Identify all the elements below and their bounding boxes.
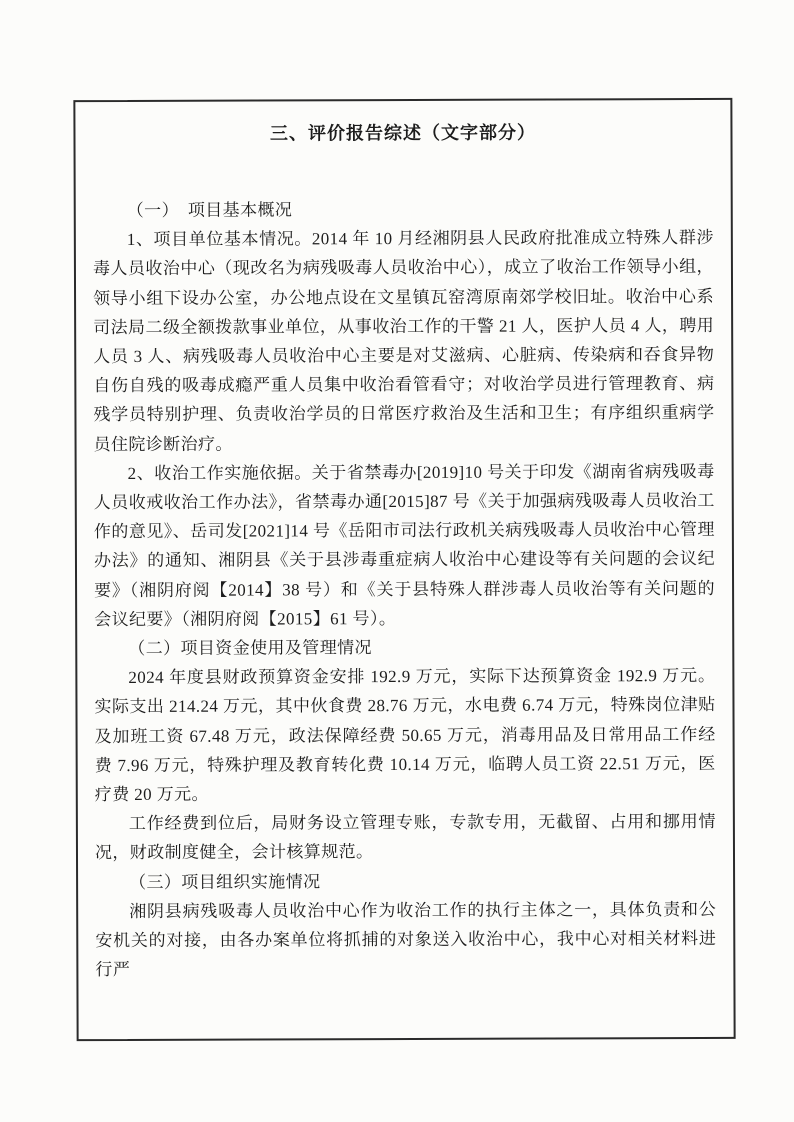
section-heading-organization-implementation: （三）项目组织实施情况 (129, 871, 321, 892)
paragraph-organization-implementation: 湘阴县病残吸毒人员收治中心作为收治工作的执行主体之一，具体负责和公安机关的对接，由各办案单位将抓捕的对象送入收治中心，我中心对相关材料进行严 (95, 899, 717, 980)
section-heading-funds-usage: （二）项目资金使用及管理情况 (128, 638, 372, 659)
report-border-frame (73, 98, 735, 1041)
report-title: 三、评价报告综述（文字部分） (269, 122, 537, 144)
section-heading-basic-overview: （一） 项目基本概况 (126, 200, 293, 220)
report-body (93, 194, 717, 985)
paragraph-unit-basic-situation: 1、项目单位基本情况。2014 年 10 月经湘阴县人民政府批准成立特殊人群涉毒人员收治中心（现改名为病残吸毒人员收治中心），成立了收治工作领导小组，领导小组下设办公室，办公地点设在文星镇瓦窑湾原南郊学校旧址。收治中心系司法局二级全额拨款事业单位，从事收治工作的干警 21 人，医护人员 4 人，聘用人员 3 人、病残吸毒人员收治中心主要是对艾滋病、心脏病、传染病和吞食异物自伤自残的吸毒成瘾严重人员集中收治看管看守；对收治学员进行管理教育、病残学员特别护理、负责收治学员的日常医疗救治及生活和卫生；有序组织重病学员住院诊断治疗。 (92, 228, 715, 454)
paragraph-implementation-basis: 2、收治工作实施依据。关于省禁毒办[2019]10 号关于印发《湖南省病残吸毒人员收戒收治工作办法》，省禁毒办通[2015]87 号《关于加强病残吸毒人员收治工作的意见》、岳司发[2021]14 号《岳阳市司法行政机关病残吸毒人员收治中心管理办法》的通知、湘阴县《关于县涉毒重症病人收治中心建设等有关问题的会议纪要》（湘阴府阅【2014】38 号）和《关于县特殊人群涉毒人员收治等有关问题的会议纪要》（湘阴府阅【2015】61 号）。 (93, 461, 716, 629)
paragraph-funds-management: 工作经费到位后，局财务设立管理专账，专款专用，无截留、占用和挪用情况，财政制度健全，会计核算规范。 (94, 812, 716, 863)
paragraph-budget-details: 2024 年度县财政预算资金安排 192.9 万元，实际下达预算资金 192.9 万元。实际支出 214.24 万元，其中伙食费 28.76 万元，水电费 6.74 万元，特殊岗位津贴及加班工资 67.48 万元，政法保障经费 50.65 万元，消毒用品及日常用品工作经费 7.96 万元，特殊护理及教育转化费 10.14 万元，临聘人员工资 22.51 万元，医疗费 20 万元。 (94, 666, 716, 805)
